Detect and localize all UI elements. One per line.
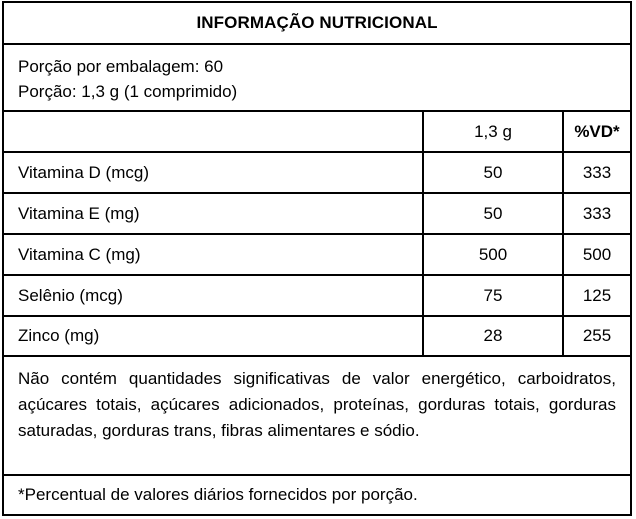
header-amount-cell: 1,3 g [424,112,564,151]
table-row [4,276,630,317]
table-row [4,235,630,276]
nutrient-vd: 500 [582,244,612,264]
nutrient-amount: 500 [424,235,564,274]
nutrient-vd: 333 [582,203,612,223]
header-name-cell [4,112,424,151]
nutrient-name: Vitamina C (mg) [4,235,424,274]
nutrient-vd: 125 [582,285,612,305]
no-significant-amounts-note: Não contém quantidades significativas de valor energético, carboidratos, açúcares totais, açúcares adicionados, proteínas, gorduras totais, gorduras saturadas, gorduras trans, fibras alimentares e sódio. [4,357,630,476]
nutrient-name: Vitamina D (mcg) [4,153,424,192]
nutrient-amount: 75 [424,276,564,315]
nutrient-vd: 333 [582,162,612,182]
nutrient-name: Vitamina E (mg) [4,194,424,233]
nutrient-name: Zinco (mg) [4,317,424,355]
header-vd-cell: %VD* [574,121,620,141]
table-row [4,153,630,194]
daily-value-footnote: *Percentual de valores diários fornecidos por porção. [18,485,418,504]
table-row [4,194,630,235]
nutrient-amount: 50 [424,153,564,192]
nutrition-facts-label [2,1,632,516]
nutrient-amount: 28 [424,317,564,355]
serving-info [4,45,630,112]
portion-size: Porção: 1,3 g (1 comprimido) [18,82,238,101]
nutrient-name: Selênio (mcg) [4,276,424,315]
servings-per-package: Porção por embalagem: 60 [18,57,224,76]
nutrient-amount: 50 [424,194,564,233]
table-header-row [4,112,630,153]
nutrition-title: INFORMAÇÃO NUTRICIONAL [4,3,630,45]
table-row [4,317,630,357]
nutrient-vd: 255 [582,326,612,345]
